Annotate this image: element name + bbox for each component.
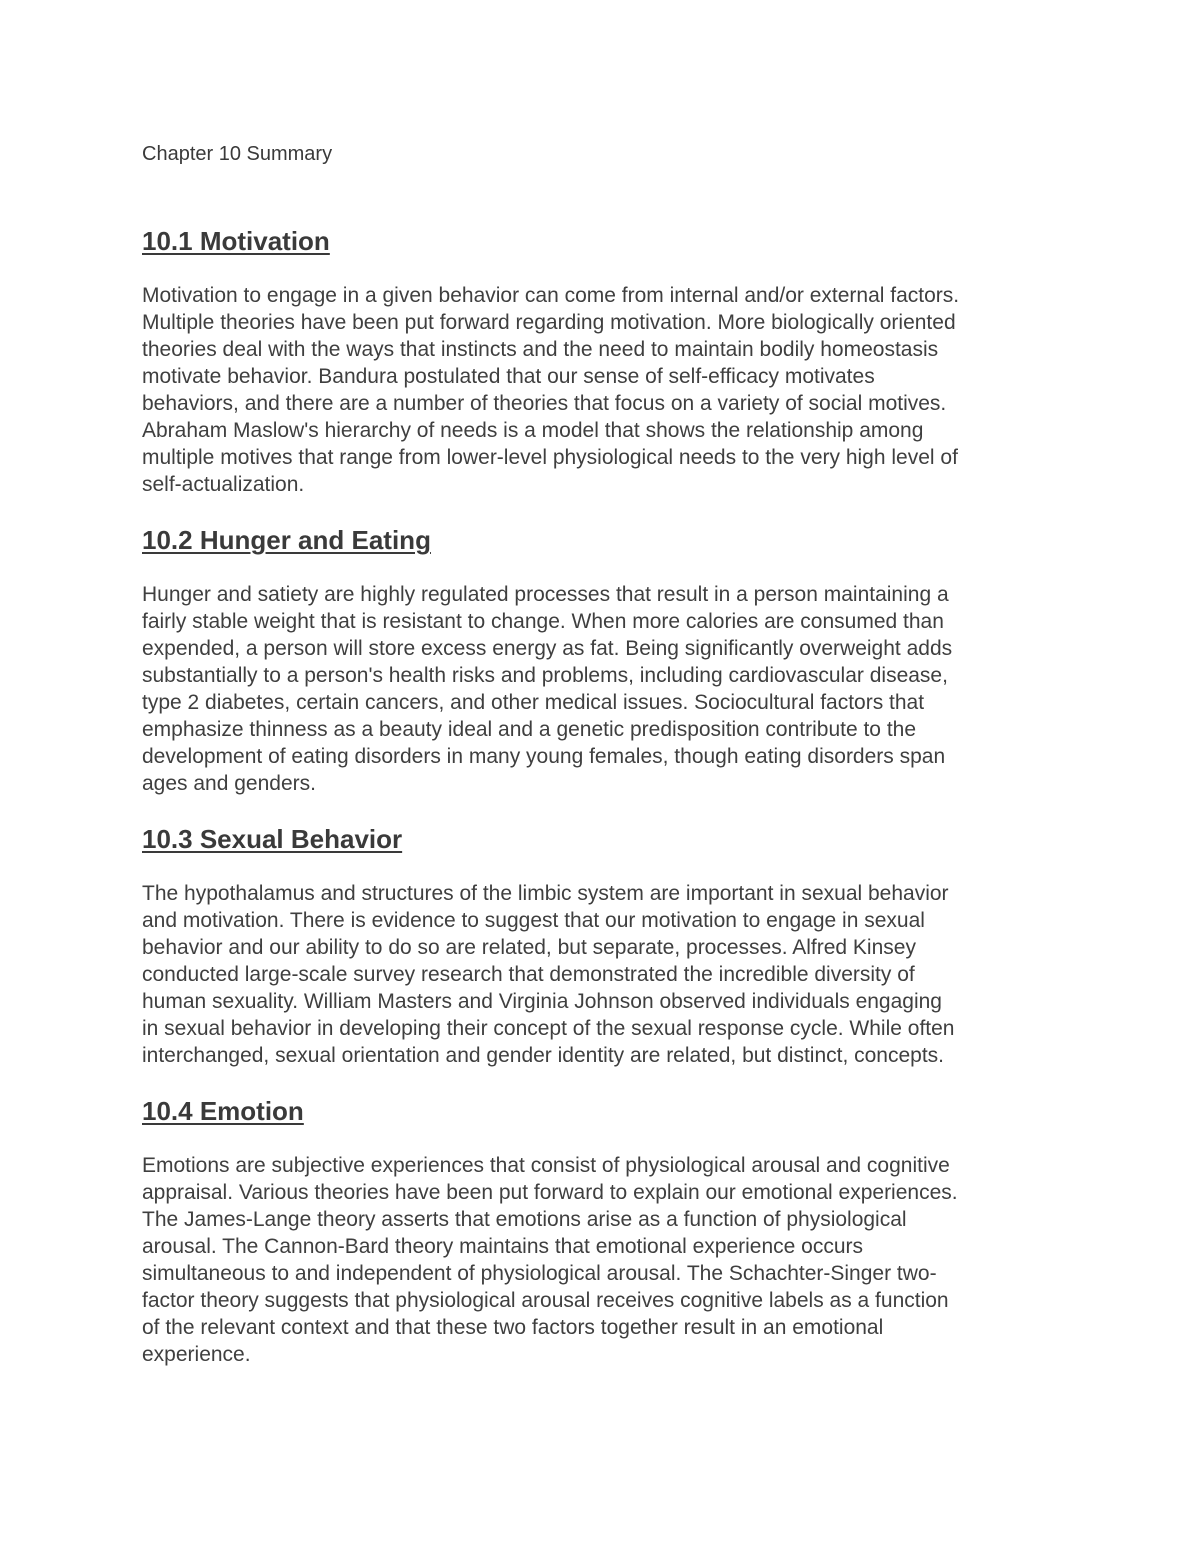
paragraph-line: of the relevant context and that these two factors together result in an emotional [142,1316,884,1339]
paragraph-line: conducted large-scale survey research that demonstrated the incredible diversity of [142,963,915,986]
section-heading-hunger-and-eating: 10.2 Hunger and Eating [142,525,431,555]
paragraph-line: substantially to a person's health risks and problems, including cardiovascular disease, [142,664,948,687]
paragraph-line: The James-Lange theory asserts that emotions arise as a function of physiological [142,1208,907,1231]
paragraph-line: expended, a person will store excess energy as fat. Being significantly overweight adds [142,637,953,660]
paragraph-line: motivate behavior. Bandura postulated that our sense of self-efficacy motivates [142,365,875,388]
paragraph-line: factor theory suggests that physiological arousal receives cognitive labels as a function [142,1289,949,1312]
section-body-motivation [142,282,1067,498]
section-body-hunger-and-eating [142,581,1067,797]
paragraph-line: Motivation to engage in a given behavior can come from internal and/or external factors. [142,284,960,307]
section-heading-sexual-behavior: 10.3 Sexual Behavior [142,824,403,854]
paragraph-line: behaviors, and there are a number of theories that focus on a variety of social motives. [142,392,947,415]
paragraph-line: in sexual behavior in developing their concept of the sexual response cycle. While often [142,1017,955,1040]
paragraph-line: type 2 diabetes, certain cancers, and other medical issues. Sociocultural factors that [142,691,925,714]
paragraph-line: human sexuality. William Masters and Virginia Johnson observed individuals engaging [142,990,942,1013]
section-body-sexual-behavior [142,880,1067,1069]
section-heading-motivation: 10.1 Motivation [142,226,330,256]
paragraph-line: arousal. The Cannon-Bard theory maintains that emotional experience occurs [142,1235,864,1258]
paragraph-line: appraisal. Various theories have been put forward to explain our emotional experiences. [142,1181,958,1204]
section-body-emotion [142,1152,1067,1368]
paragraph-line: Hunger and satiety are highly regulated processes that result in a person maintaining a [142,583,949,606]
paragraph-line: self-actualization. [142,473,305,496]
paragraph-line: emphasize thinness as a beauty ideal and a genetic predisposition contribute to the [142,718,917,741]
paragraph-line: ages and genders. [142,772,316,795]
paragraph-line: development of eating disorders in many young females, though eating disorders span [142,745,946,768]
paragraph-line: multiple motives that range from lower-level physiological needs to the very high level of [142,446,958,469]
document-title: Chapter 10 Summary [142,143,333,165]
paragraph-line: interchanged, sexual orientation and gender identity are related, but distinct, concepts. [142,1044,945,1067]
paragraph-line: The hypothalamus and structures of the limbic system are important in sexual behavior [142,882,949,905]
paragraph-line: experience. [142,1343,251,1366]
paragraph-line: fairly stable weight that is resistant to change. When more calories are consumed than [142,610,944,633]
section-heading-emotion: 10.4 Emotion [142,1096,304,1126]
paragraph-line: theories deal with the ways that instincts and the need to maintain bodily homeostasis [142,338,939,361]
paragraph-line: Multiple theories have been put forward regarding motivation. More biologically oriented [142,311,956,334]
paragraph-line: Abraham Maslow's hierarchy of needs is a model that shows the relationship among [142,419,924,442]
paragraph-line: Emotions are subjective experiences that consist of physiological arousal and cognitive [142,1154,950,1177]
paragraph-line: simultaneous to and independent of physiological arousal. The Schachter-Singer two- [142,1262,937,1285]
paragraph-line: behavior and our ability to do so are related, but separate, processes. Alfred Kinsey [142,936,916,959]
paragraph-line: and motivation. There is evidence to suggest that our motivation to engage in sexual [142,909,925,932]
